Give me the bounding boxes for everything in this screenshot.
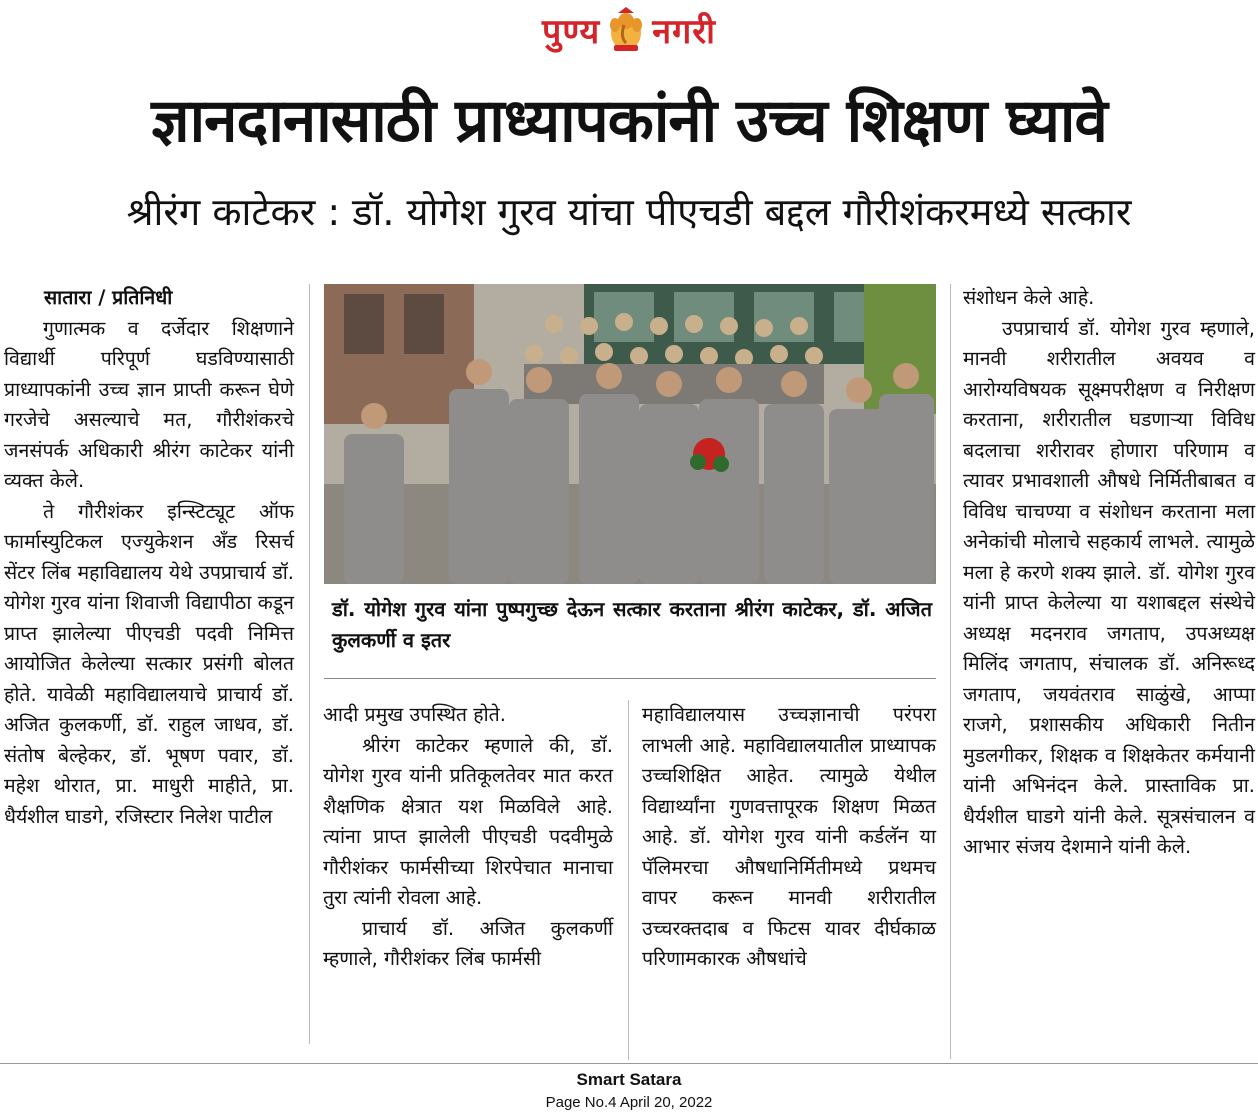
byline: सातारा / प्रतिनिधी	[44, 286, 173, 309]
caption-divider	[324, 678, 936, 679]
column-divider	[950, 284, 951, 1059]
article-column-3	[642, 700, 936, 975]
paragraph: महाविद्यालयास उच्चज्ञानाची परंपरा लाभली आहे. महाविद्यालयातील प्राध्यापक उच्चशिक्षित आहेत. त्यामुळे येथील विद्यार्थ्यांना गुणवत्तापूरक शिक्षण मिळत आहे. डॉ. योगेश गुरव यांनी कर्डलॅन या पॅलिमरचा औषधानिर्मितीमध्ये प्रथमच वापर करून मानवी शरीरातील उच्चरक्तदाब व फिटस यावर दीर्घकाळ परिणामकारक औषधांचे	[642, 703, 936, 970]
headline: ज्ञानदानासाठी प्राध्यापकांनी उच्च शिक्षण घ्यावे	[151, 86, 1107, 156]
photo-caption: डॉ. योगेश गुरव यांना पुष्पगुच्छ देऊन सत्कार करताना श्रीरंग काटेकर, डॉ. अजित कुलकर्णी व इतर	[332, 597, 932, 652]
masthead-right-word: नगरी	[652, 12, 716, 52]
article-column-4	[963, 283, 1255, 863]
article-column-1	[4, 283, 294, 832]
ganesha-emblem-icon	[606, 7, 646, 53]
column-divider	[628, 700, 629, 1060]
masthead-left-word: पुण्य	[542, 12, 601, 52]
masthead	[0, 4, 1258, 56]
paragraph: ते गौरीशंकर इन्स्टिट्यूट ऑफ फार्मास्युटिकल एज्युकेशन अँड रिसर्च सेंटर लिंब महाविद्यालय येथे उपप्राचार्य डॉ. योगेश गुरव यांना शिवाजी विद्यापीठा कडून प्राप्त झालेल्या पीएचडी पदवी निमित्त आयोजित केलेल्या सत्कार प्रसंगी बोलत होते. यावेळी महाविद्यालयाचे प्राचार्य डॉ. अजित कुलकर्णी, डॉ. राहुल जाधव, डॉ. संतोष बेल्हेकर, डॉ. भूषण पवार, डॉ. महेश थोरात, प्रा. माधुरी माहीते, प्रा. धैर्यशील घाडगे, रजिस्टार निलेश पाटील	[4, 499, 294, 828]
event-photo	[324, 284, 936, 584]
footer-page-info: Page No.4 April 20, 2022	[545, 1094, 713, 1111]
paragraph: प्राचार्य डॉ. अजित कुलकर्णी म्हणाले, गौरीशंकर लिंब फार्मसी	[323, 916, 613, 970]
paragraph: संशोधन केले आहे.	[963, 286, 1095, 309]
column-divider	[309, 284, 310, 1044]
footer-publication: Smart Satara	[576, 1070, 682, 1089]
paragraph: गुणात्मक व दर्जेदार शिक्षणाने विद्यार्थी परिपूर्ण घडविण्यासाठी प्राध्यापकांनी उच्च ज्ञान प्राप्ती करून घेणे गरजेचे असल्याचे मत, गौरीशंकरचे जनसंपर्क अधिकारी श्रीरंग काटेकर यांनी व्यक्त केले.	[4, 316, 294, 492]
subheadline: श्रीरंग काटेकर : डॉ. योगेश गुरव यांचा पीएचडी बद्दल गौरीशंकरमध्ये सत्कार	[126, 190, 1132, 234]
paragraph: उपप्राचार्य डॉ. योगेश गुरव म्हणाले, मानवी शरीरातील अवयव व आरोग्यविषयक सूक्ष्मपरीक्षण व निरीक्षण करताना, शरीरातील घडणाऱ्या विविध बदलाचा शरीरावर होणारा परिणाम व त्यावर प्रभावशाली औषधे निर्मितीबाबत व विविध चाचण्या व संशोधन करताना मला अनेकांची मोलाचे सहकार्य लाभले. त्यामुळे मला हे करणे शक्य झाले. डॉ. योगेश गुरव यांनी प्राप्त केलेल्या या यशाबद्दल संस्थेचे अध्यक्ष मदनराव जगताप, उपअध्यक्ष मिलिंद जगताप, संचालक डॉ. अनिरूध्द जगताप, जयवंतराव साळुंखे, आप्पा राजगे, प्रशासकीय अधिकारी नितीन मुडलगीकर, शिक्षक व शिक्षकेतर कर्मयानी यांनी अभिनंदन केले. प्रास्ताविक प्रा. धैर्यशील घाडगे यांनी केले. सूत्रसंचालन व आभार संजय देशमाने यांनी केले.	[963, 316, 1255, 858]
article-column-2	[323, 700, 613, 975]
paragraph: श्रीरंग काटेकर म्हणाले की, डॉ. योगेश गुरव यांनी प्रतिकूलतेवर मात करत शैक्षणिक क्षेत्रात यश मिळविले आहे. त्यांना प्राप्त झालेली पीएचडी पदवीमुळे गौरीशंकर फार्मसीच्या शिरपेचात मानाचा तुरा त्यांनी रोवला आहे.	[323, 733, 613, 909]
footer-divider	[0, 1063, 1258, 1064]
paragraph: आदी प्रमुख उपस्थित होते.	[323, 703, 506, 726]
